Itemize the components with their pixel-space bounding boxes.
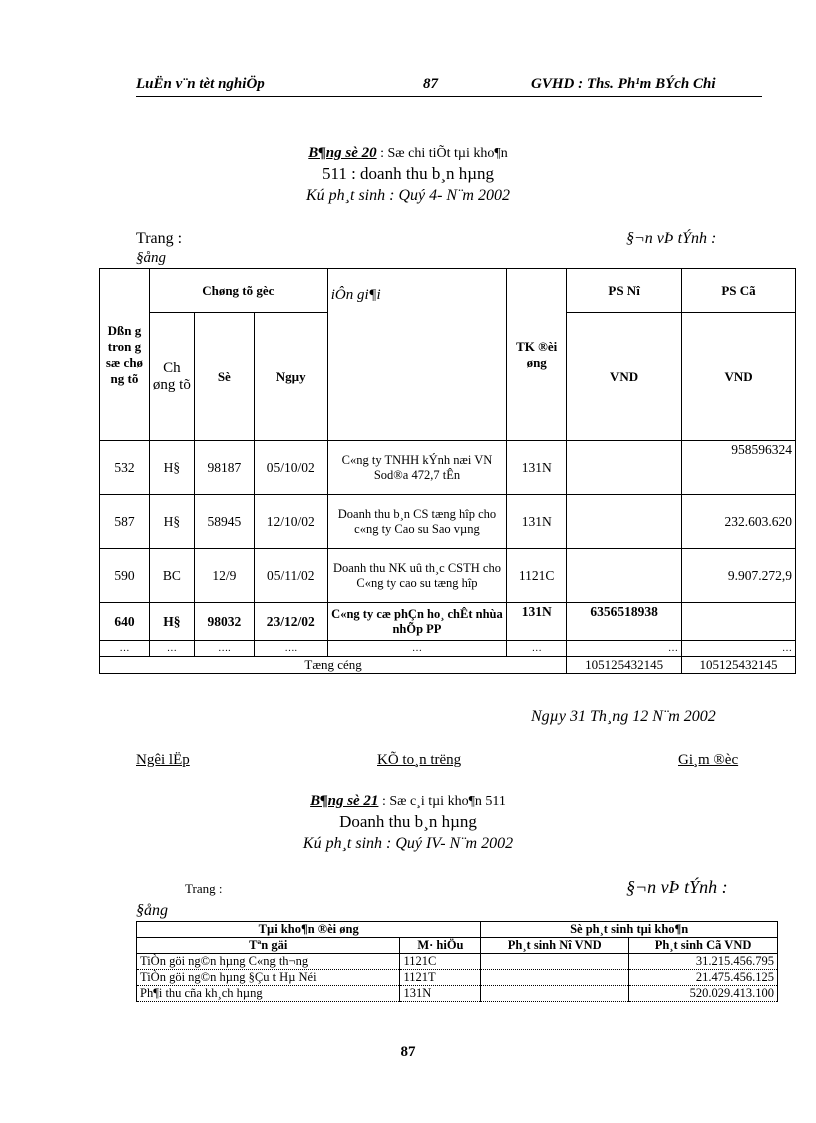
cell-name: TiÒn göi ng©n hµng §Çu t Hµ Néi — [137, 970, 400, 986]
col-credit-header: Ph¸t sinh Cã VND — [629, 938, 778, 954]
col-doc-no-header: Sè — [194, 313, 254, 441]
footer-page-number: 87 — [400, 1044, 416, 1060]
cell-credit: 232.603.620 — [682, 495, 796, 549]
cell-type: H§ — [149, 441, 194, 495]
cell-desc: C«ng ty TNHH kÝnh næi VN Sod®a 472,7 tÊn — [327, 441, 507, 495]
cell-line: 590 — [100, 549, 150, 603]
cell-code: 1121C — [400, 954, 481, 970]
col-debit-header: Ph¸t sinh Nî VND — [481, 938, 629, 954]
date-line: Ngµy 31 Th¸ng 12 N¨m 2002 — [531, 708, 716, 725]
table-row — [100, 495, 796, 549]
cell-debit — [481, 954, 629, 970]
table-row — [100, 603, 796, 641]
cell-debit: 6356518938 — [567, 603, 682, 641]
cell-code: 131N — [400, 986, 481, 1002]
cell-credit: 958596324 — [682, 441, 796, 495]
cell-line: 532 — [100, 441, 150, 495]
cell-date: …. — [254, 641, 327, 657]
cell-credit: 9.907.272,9 — [682, 549, 796, 603]
cell-debit — [567, 495, 682, 549]
header-rule — [136, 96, 762, 97]
cell-desc: C«ng ty cæ phÇn ho¸ chÊt nhùa nhÕp PP — [327, 603, 507, 641]
table-row — [137, 970, 778, 986]
table-row — [137, 986, 778, 1002]
cell-credit — [682, 603, 796, 641]
col-code-header: M· hiÖu — [400, 938, 481, 954]
col-desc-header: iÔn gi¶i — [327, 269, 507, 441]
col-doc-group-header: Chøng tõ gèc — [149, 269, 327, 313]
table21-title-rest: : Sæ c¸i tµi kho¶n 511 — [378, 794, 506, 809]
cell-line: 587 — [100, 495, 150, 549]
cell-account: 131N — [507, 603, 567, 641]
cell-credit: 31.215.456.795 — [629, 954, 778, 970]
cell-debit: … — [567, 641, 682, 657]
group-ps-header: Sè ph¸t sinh tµi kho¶n — [481, 922, 778, 938]
header-page-number: 87 — [423, 76, 438, 92]
ledger-table-20 — [99, 268, 796, 674]
cell-type: H§ — [149, 495, 194, 549]
cell-credit: 520.029.413.100 — [629, 986, 778, 1002]
cell-line: … — [100, 641, 150, 657]
col-doc-type-header: Ch øng tõ — [149, 313, 194, 441]
table21-subtitle: Doanh thu b¸n hµng — [339, 812, 477, 831]
col-name-header: Tªn gäi — [137, 938, 400, 954]
total-row — [100, 657, 796, 674]
cell-code: 1121T — [400, 970, 481, 986]
cell-date: 12/10/02 — [254, 495, 327, 549]
total-debit: 105125432145 — [567, 657, 682, 674]
table21-period: Kú ph¸t sinh : Quý IV- N¨m 2002 — [302, 835, 514, 852]
table21-page-label2: §ång — [136, 902, 168, 919]
table-row — [100, 441, 796, 495]
cell-type: BC — [149, 549, 194, 603]
cell-no: 98032 — [194, 603, 254, 641]
cell-desc: Doanh thu b¸n CS tæng hîp cho c«ng ty Cao su Sao vµng — [327, 495, 507, 549]
col-credit-header: PS Cã — [682, 269, 796, 313]
col-line-header: Dßn g tron g sæ chø ng tõ — [100, 269, 150, 441]
cell-date: 23/12/02 — [254, 603, 327, 641]
col-debit-header: PS Nî — [567, 269, 682, 313]
cell-line: 640 — [100, 603, 150, 641]
table20-unit-label: §¬n vÞ tÝnh : — [626, 230, 717, 247]
cell-no: 58945 — [194, 495, 254, 549]
table20-subtitle: 511 : doanh thu b¸n hµng — [321, 164, 495, 183]
ledger-table-21 — [136, 921, 778, 1002]
cell-no: 98187 — [194, 441, 254, 495]
cell-account: 1121C — [507, 549, 567, 603]
header-left: LuËn v¨n tèt nghiÖp — [136, 76, 265, 92]
cell-debit — [567, 441, 682, 495]
table-row — [100, 641, 796, 657]
cell-account: … — [507, 641, 567, 657]
col-credit-unit: VND — [682, 313, 796, 441]
table20-title-rest: : Sæ chi tiÕt tµi kho¶n — [376, 146, 508, 161]
table-row — [137, 954, 778, 970]
cell-date: 05/10/02 — [254, 441, 327, 495]
total-credit: 105125432145 — [682, 657, 796, 674]
cell-type: … — [149, 641, 194, 657]
signature-director: Gi¸m ®èc — [678, 752, 739, 768]
table20-title — [0, 145, 816, 162]
cell-name: TiÒn göi ng©n hµng C«ng th¬ng — [137, 954, 400, 970]
cell-type: H§ — [149, 603, 194, 641]
cell-account: 131N — [507, 495, 567, 549]
table20-period: Kú ph¸t sinh : Quý 4- N¨m 2002 — [306, 187, 510, 204]
table21-title-label: B¶ng sè 21 — [310, 793, 379, 809]
cell-debit — [481, 970, 629, 986]
signature-accountant: KÕ to¸n trëng — [377, 752, 462, 768]
table21-page-label: Trang : — [185, 881, 223, 896]
cell-credit: 21.475.456.125 — [629, 970, 778, 986]
table20-page-label2: §ång — [136, 250, 166, 266]
cell-no: 12/9 — [194, 549, 254, 603]
col-debit-unit: VND — [567, 313, 682, 441]
header-right: GVHD : Ths. Ph¹m BÝch Chi — [531, 76, 716, 92]
cell-account: 131N — [507, 441, 567, 495]
signature-preparer: Ngêi lËp — [136, 752, 190, 768]
cell-desc: … — [327, 641, 507, 657]
cell-credit: … — [682, 641, 796, 657]
cell-desc: Doanh thu NK uû th¸c CSTH cho C«ng ty cao su tæng hîp — [327, 549, 507, 603]
col-doc-date-header: Ngµy — [254, 313, 327, 441]
table20-page-label: Trang : — [136, 230, 183, 247]
total-label: Tæng céng — [100, 657, 567, 674]
col-account-header: TK ®èi øng — [507, 269, 567, 441]
table21-title — [0, 793, 816, 810]
group-acc-header: Tµi kho¶n ®èi øng — [137, 922, 481, 938]
cell-date: 05/11/02 — [254, 549, 327, 603]
table21-unit-label: §¬n vÞ tÝnh : — [626, 877, 728, 897]
cell-debit — [481, 986, 629, 1002]
cell-name: Ph¶i thu cña kh¸ch hµng — [137, 986, 400, 1002]
cell-no: …. — [194, 641, 254, 657]
table20-title-label: B¶ng sè 20 — [308, 145, 377, 161]
cell-debit — [567, 549, 682, 603]
table-row — [100, 549, 796, 603]
